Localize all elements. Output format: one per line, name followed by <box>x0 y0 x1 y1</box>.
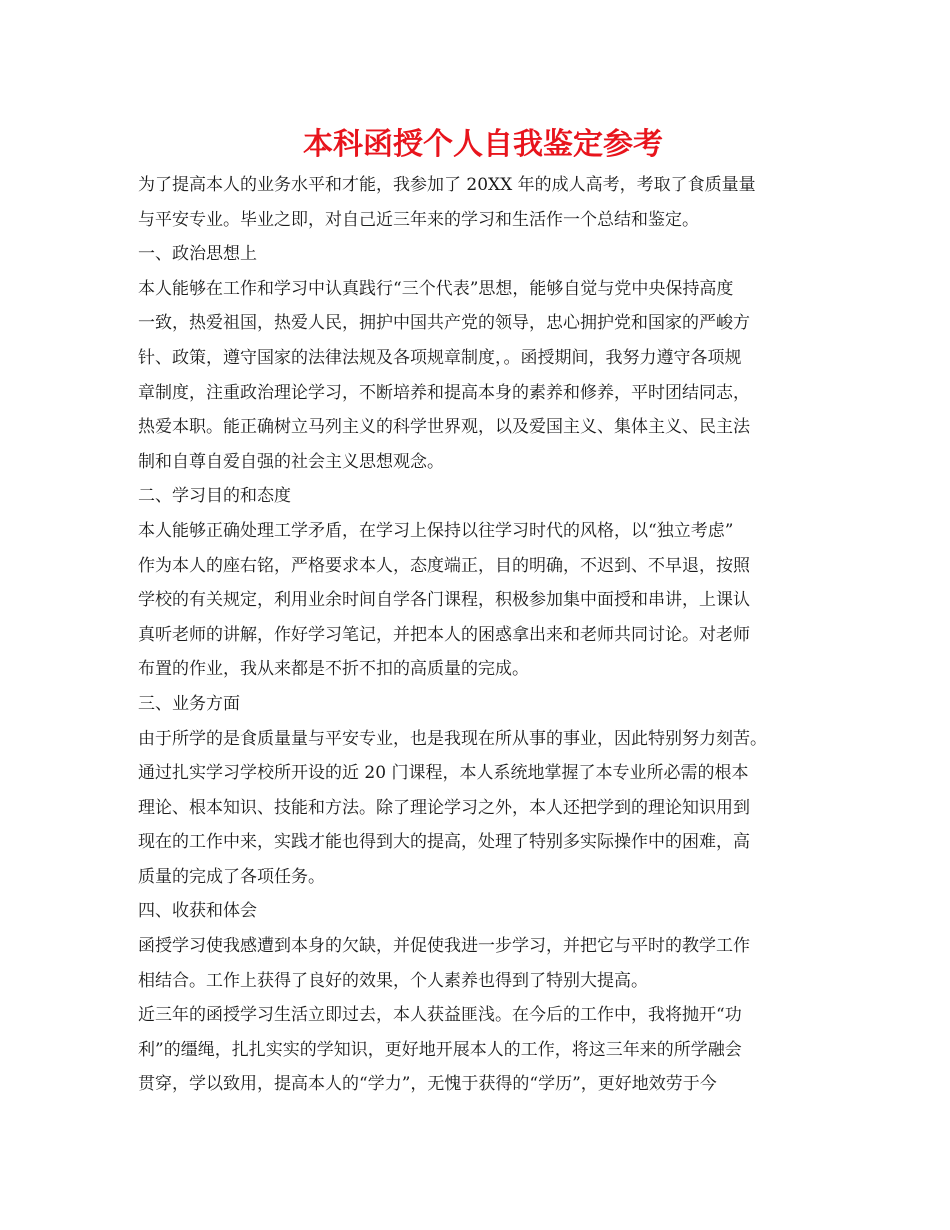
text-line: 通过扎实学习学校所开设的近 20 门课程，本人系统地掌握了本专业所必需的根本 <box>138 763 749 784</box>
text-line: 质量的完成了各项任务。 <box>138 866 325 887</box>
text-line: 二、学习目的和态度 <box>138 486 291 507</box>
document-page <box>138 122 828 1102</box>
text-line: 四、收获和体会 <box>138 901 257 922</box>
text-line: 由于所学的是食质量量与平安专业，也是我现在所从事的事业，因此特别努力刻苦。 <box>138 728 767 749</box>
text-line: 一致，热爱祖国，热爱人民，拥护中国共产党的领导，忠心拥护党和国家的严峻方 <box>138 313 750 334</box>
text-line: 三、业务方面 <box>138 693 240 714</box>
text-line: 为了提高本人的业务水平和才能，我参加了 20XX 年的成人高考，考取了食质量量 <box>138 175 756 195</box>
text-line: 本人能够在工作和学习中认真践行“三个代表”思想，能够自觉与党中央保持高度 <box>138 278 734 299</box>
text-line: 针、政策，遵守国家的法律法规及各项规章制度，。函授期间，我努力遵守各项规 <box>138 347 742 368</box>
text-line: 与平安专业。毕业之即，对自己近三年来的学习和生活作一个总结和鉴定。 <box>138 209 699 230</box>
text-line: 作为本人的座右铭，严格要求本人，态度端正，目的明确，不迟到、不早退，按照 <box>138 555 750 576</box>
document-title: 本科函授个人自我鉴定参考 <box>303 127 663 162</box>
text-line: 一、政治思想上 <box>138 244 257 265</box>
text-line: 本人能够正确处理工学矛盾，在学习上保持以往学习时代的风格，以“独立考虑” <box>138 520 734 541</box>
text-line: 利”的缰绳，扎扎实实的学知识，更好地开展本人的工作，将这三年来的所学融会 <box>138 1039 742 1060</box>
text-line: 理论、根本知识、技能和方法。除了理论学习之外，本人还把学到的理论知识用到 <box>138 797 750 818</box>
text-line: 函授学习使我感遭到本身的欠缺，并促使我进一步学习，并把它与平时的教学工作 <box>138 936 750 957</box>
text-line: 相结合。工作上获得了良好的效果，个人素养也得到了特别大提高。 <box>138 970 648 991</box>
text-line: 学校的有关规定，利用业余时间自学各门课程，积极参加集中面授和串讲，上课认 <box>138 590 750 611</box>
text-line: 近三年的函授学习生活立即过去，本人获益匪浅。在今后的工作中，我将抛开“功 <box>138 1005 742 1026</box>
text-line: 热爱本职。能正确树立马列主义的科学世界观，以及爱国主义、集体主义、民主法 <box>138 417 750 438</box>
text-line: 制和自尊自爱自强的社会主义思想观念。 <box>138 451 444 472</box>
text-line: 真听老师的讲解，作好学习笔记，并把本人的困惑拿出来和老师共同讨论。对老师 <box>138 624 750 645</box>
text-line: 贯穿，学以致用，提高本人的“学力”，无愧于获得的“学历”，更好地效劳于今 <box>138 1074 717 1095</box>
text-line: 布置的作业，我从来都是不折不扣的高质量的完成。 <box>138 659 529 680</box>
text-line: 章制度，注重政治理论学习，不断培养和提高本身的素养和修养，平时团结同志， <box>138 382 750 403</box>
document-body <box>138 168 828 1102</box>
text-line: 现在的工作中来，实践才能也得到大的提高，处理了特别多实际操作中的困难，高 <box>138 832 750 853</box>
